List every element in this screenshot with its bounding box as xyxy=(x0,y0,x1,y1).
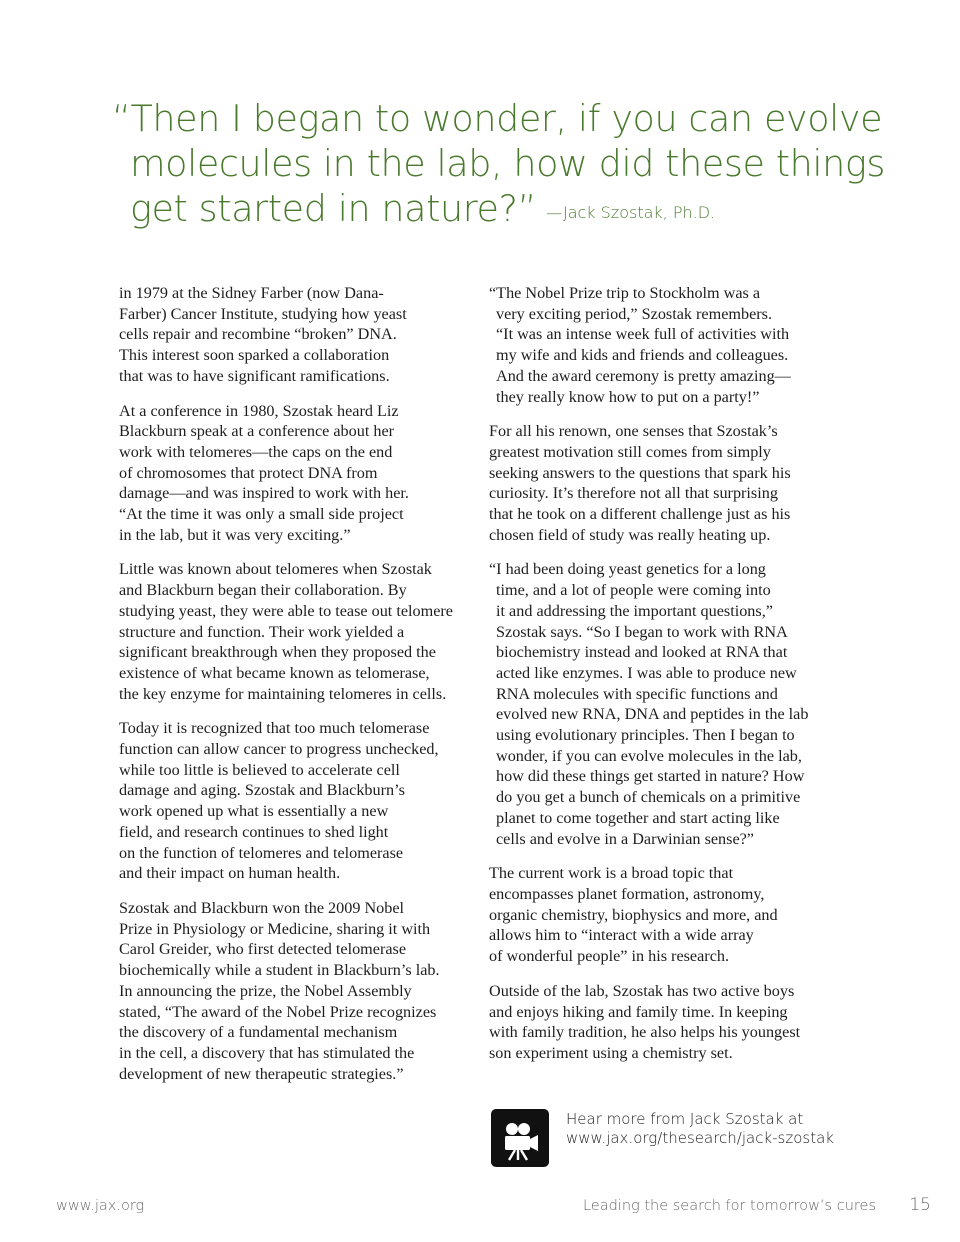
paragraph-line: cells repair and recombine “broken” DNA. xyxy=(119,325,397,344)
body-paragraph xyxy=(489,559,839,849)
paragraph-line: “At the time it was only a small side project xyxy=(119,505,404,524)
paragraph-line: my wife and kids and friends and colleagues. xyxy=(496,346,789,365)
paragraph-line: allows him to “interact with a wide array xyxy=(489,926,754,945)
video-callout-line: Hear more from Jack Szostak at xyxy=(566,1110,804,1128)
paragraph-line: biochemistry instead and looked at RNA that xyxy=(496,643,788,662)
paragraph-line: that was to have significant ramifications. xyxy=(119,366,390,385)
paragraph-line: work with telomeres—the caps on the end xyxy=(119,442,393,461)
paragraph-line: using evolutionary principles. Then I began to xyxy=(496,726,795,745)
body-paragraph xyxy=(489,283,839,407)
paragraph-line: that he took on a different challenge just as his xyxy=(489,505,791,524)
paragraph-line: In announcing the prize, the Nobel Assembly xyxy=(119,981,412,1000)
right-column xyxy=(489,283,839,1078)
paragraph-line: how did these things get started in nature? How xyxy=(496,767,805,786)
body-paragraph xyxy=(489,863,839,967)
paragraph-line: Szostak says. “So I began to work with RNA xyxy=(496,622,788,641)
paragraph-line: biochemically while a student in Blackburn’s lab. xyxy=(119,961,440,980)
paragraph-line: significant breakthrough when they proposed the xyxy=(119,643,436,662)
paragraph-line: For all his renown, one senses that Szostak’s xyxy=(489,422,778,441)
paragraph-line: stated, “The award of the Nobel Prize recognizes xyxy=(119,1002,437,1021)
quote-attribution: —Jack Szostak, Ph.D. xyxy=(546,203,716,222)
paragraph-line: Farber) Cancer Institute, studying how yeast xyxy=(119,304,407,323)
pull-quote-line-last xyxy=(112,186,812,235)
paragraph-line: development of new therapeutic strategies.” xyxy=(119,1064,404,1083)
pull-quote-line: molecules in the lab, how did these things xyxy=(130,142,885,185)
paragraph-line: This interest soon sparked a collaboration xyxy=(119,346,390,365)
paragraph-line: “The Nobel Prize trip to Stockholm was a xyxy=(489,284,761,302)
paragraph-line: evolved new RNA, DNA and peptides in the lab xyxy=(496,705,809,724)
pull-quote-line: “Then I began to wonder, if you can evolve xyxy=(112,97,883,140)
paragraph-line: and enjoys hiking and family time. In keeping xyxy=(489,1002,788,1021)
paragraph-line: Prize in Physiology or Medicine, sharing it with xyxy=(119,919,431,938)
paragraph-line: the key enzyme for maintaining telomeres in cells. xyxy=(119,684,447,703)
pull-quote-line: get started in nature?” xyxy=(130,187,537,230)
paragraph-line: time, and a lot of people were coming into xyxy=(496,581,771,600)
paragraph-line: organic chemistry, biophysics and more, and xyxy=(489,905,778,924)
paragraph-line: in the lab, but it was very exciting.” xyxy=(119,525,351,544)
paragraph-line: work opened up what is essentially a new xyxy=(119,802,389,821)
paragraph-line: Little was known about telomeres when Szostak xyxy=(119,560,432,579)
pull-quote xyxy=(112,96,885,235)
paragraph-line: do you get a bunch of chemicals on a primitive xyxy=(496,788,801,807)
body-paragraph xyxy=(119,401,479,546)
paragraph-line: “I had been doing yeast genetics for a long xyxy=(489,560,766,579)
paragraph-line: acted like enzymes. I was able to produce new xyxy=(496,663,797,682)
paragraph-line: curiosity. It’s therefore not all that surprising xyxy=(489,484,778,503)
paragraph-line: cells and evolve in a Darwinian sense?” xyxy=(496,829,754,848)
body-paragraph xyxy=(119,283,479,387)
paragraph-line: Blackburn speak at a conference about her xyxy=(119,422,395,441)
paragraph-line: existence of what became known as telomerase, xyxy=(119,663,430,682)
paragraph-line: At a conference in 1980, Szostak heard Liz xyxy=(119,401,399,420)
paragraph-line: and Blackburn began their collaboration. By xyxy=(119,581,407,600)
paragraph-line: studying yeast, they were able to tease out telomere xyxy=(119,601,453,620)
paragraph-line: with family tradition, he also helps his youngest xyxy=(489,1023,801,1042)
paragraph-line: seeking answers to the questions that spark his xyxy=(489,463,791,482)
paragraph-line: in 1979 at the Sidney Farber (now Dana- xyxy=(119,284,384,302)
paragraph-line: on the function of telomeres and telomerase xyxy=(119,843,404,862)
paragraph-line: function can allow cancer to progress unchecked, xyxy=(119,740,439,759)
paragraph-line: Outside of the lab, Szostak has two active boys xyxy=(489,981,795,1000)
body-paragraph xyxy=(119,559,479,704)
paragraph-line: Carol Greider, who first detected telomerase xyxy=(119,940,407,959)
paragraph-line: Szostak and Blackburn won the 2009 Nobel xyxy=(119,898,405,917)
paragraph-line: And the award ceremony is pretty amazing— xyxy=(496,366,791,385)
paragraph-line: RNA molecules with specific functions and xyxy=(496,684,778,703)
footer-tagline: Leading the search for tomorrow’s cures xyxy=(582,1198,876,1214)
body-paragraph xyxy=(119,898,479,1084)
paragraph-line: encompasses planet formation, astronomy, xyxy=(489,884,765,903)
paragraph-line: greatest motivation still comes from simply xyxy=(489,442,771,461)
paragraph-line: of chromosomes that protect DNA from xyxy=(119,463,378,482)
footer-website[interactable]: www.jax.org xyxy=(56,1198,145,1214)
left-column xyxy=(119,283,479,1098)
paragraph-line: they really know how to put on a party!” xyxy=(496,387,760,406)
paragraph-line: The current work is a broad topic that xyxy=(489,864,734,883)
paragraph-line: the discovery of a fundamental mechanism xyxy=(119,1023,398,1042)
body-paragraph xyxy=(119,718,479,884)
video-camera-glyph xyxy=(491,1109,549,1167)
paragraph-line: it and addressing the important questions,” xyxy=(496,601,773,620)
paragraph-line: chosen field of study was really heating up. xyxy=(489,525,771,544)
video-callout-text xyxy=(566,1110,834,1148)
page-number: 15 xyxy=(909,1195,931,1215)
paragraph-line: damage—and was inspired to work with her. xyxy=(119,484,409,503)
video-camera-icon[interactable] xyxy=(491,1109,549,1167)
video-callout-link[interactable]: www.jax.org/thesearch/jack-szostak xyxy=(566,1129,834,1147)
paragraph-line: son experiment using a chemistry set. xyxy=(489,1043,733,1062)
paragraph-line: damage and aging. Szostak and Blackburn’s xyxy=(119,781,405,800)
paragraph-line: of wonderful people” in his research. xyxy=(489,947,730,966)
body-paragraph xyxy=(489,981,839,1064)
paragraph-line: very exciting period,” Szostak remembers. xyxy=(496,304,772,323)
body-paragraph xyxy=(489,421,839,545)
paragraph-line: Today it is recognized that too much telomerase xyxy=(119,719,430,738)
paragraph-line: while too little is believed to accelerate cell xyxy=(119,760,400,779)
paragraph-line: planet to come together and start acting like xyxy=(496,808,780,827)
paragraph-line: in the cell, a discovery that has stimulated the xyxy=(119,1043,415,1062)
paragraph-line: wonder, if you can evolve molecules in the lab, xyxy=(496,746,802,765)
paragraph-line: “It was an intense week full of activities with xyxy=(496,325,790,344)
paragraph-line: structure and function. Their work yielded a xyxy=(119,622,405,641)
paragraph-line: and their impact on human health. xyxy=(119,864,341,883)
paragraph-line: field, and research continues to shed light xyxy=(119,822,389,841)
